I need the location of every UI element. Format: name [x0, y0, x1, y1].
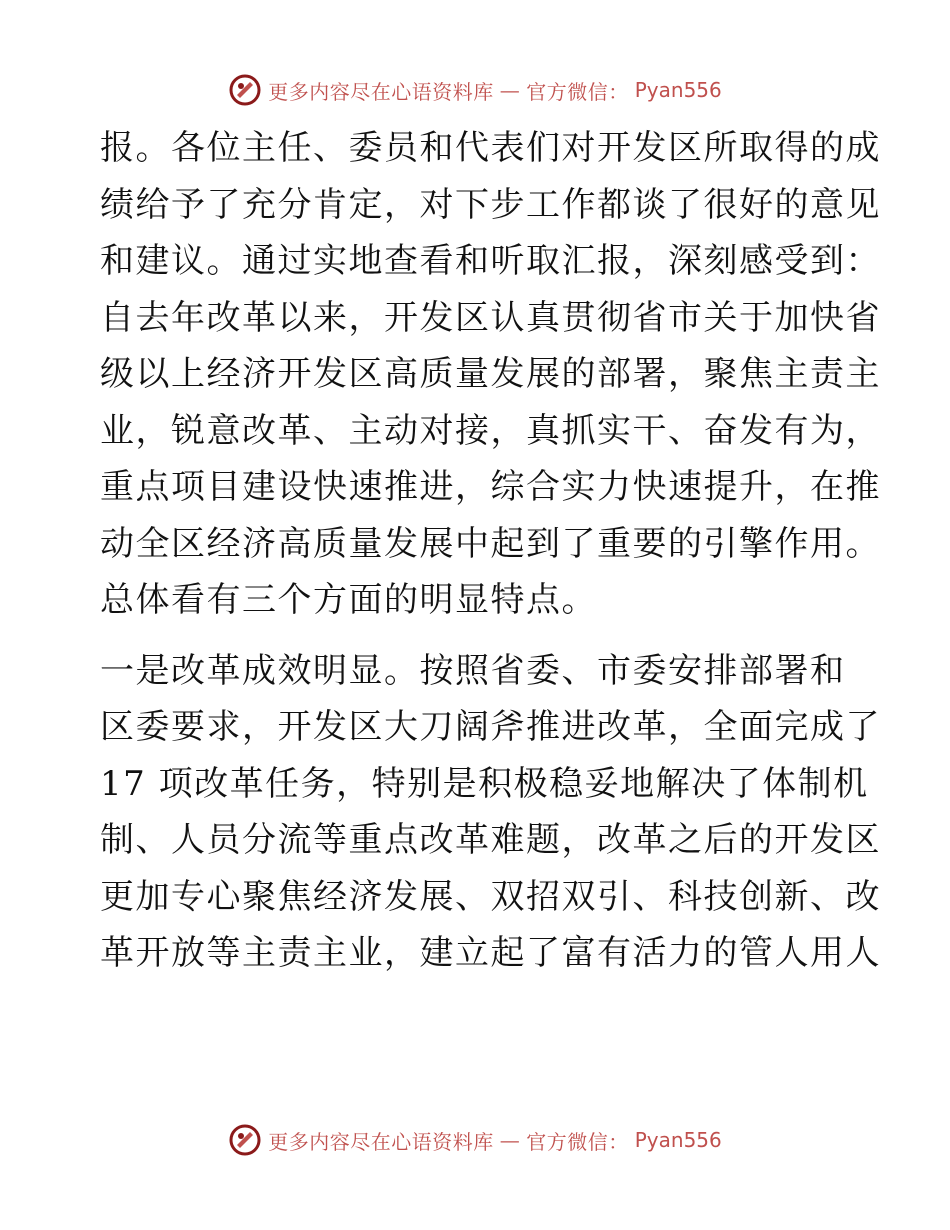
text-line: 级以上经济开发区高质量发展的部署，聚焦主责主 [100, 354, 881, 394]
paragraph-2 [100, 643, 881, 982]
header-watermark [0, 70, 950, 110]
watermark-wechat-id: Pyan556 [634, 1128, 722, 1152]
text-line: 更加专心聚焦经济发展、双招双引、科技创新、改 [100, 876, 881, 917]
text-line: 业，锐意改革、主动对接，真抓实干、奋发有为， [100, 410, 881, 451]
text-line: 革开放等主责主业，建立起了富有活力的管人用人 [100, 933, 881, 973]
text-line: 一是改革成效明显。按照省委、市委安排部署和 [100, 650, 846, 691]
text-line: 报。各位主任、委员和代表们对开发区所取得的成 [100, 128, 881, 168]
logo-icon [228, 1123, 262, 1157]
watermark-wechat-label: 官方微信： [526, 1129, 629, 1154]
text-line: 制、人员分流等重点改革难题，改革之后的开发区 [100, 820, 881, 860]
text-line: 动全区经济高质量发展中起到了重要的引擎作用。 [100, 523, 881, 564]
watermark-site-text: 更多内容尽在心语资料库 [268, 79, 494, 104]
watermark-dash: — [499, 78, 521, 102]
footer-watermark [0, 1120, 950, 1160]
logo-icon [228, 73, 262, 107]
text-line: 重点项目建设快速推进，综合实力快速提升，在推 [100, 467, 881, 507]
paragraph-1 [100, 120, 881, 629]
watermark-dash: — [499, 1128, 521, 1152]
text-line: 自去年改革以来，开发区认真贯彻省市关于加快省 [100, 297, 881, 338]
watermark-wechat-label: 官方微信： [526, 79, 629, 104]
text-line: 17 项改革任务，特别是积极稳妥地解决了体制机 [100, 763, 869, 804]
text-line: 绩给予了充分肯定，对下步工作都谈了很好的意见 [100, 184, 881, 225]
text-line: 总体看有三个方面的明显特点。 [100, 580, 597, 620]
watermark-site-text: 更多内容尽在心语资料库 [268, 1129, 494, 1154]
watermark-wechat-id: Pyan556 [634, 78, 722, 102]
document-body [100, 120, 881, 982]
text-line: 和建议。通过实地查看和听取汇报，深刻感受到： [100, 241, 881, 281]
text-line: 区委要求，开发区大刀阔斧推进改革，全面完成了 [100, 707, 881, 747]
paragraph-spacer [100, 629, 850, 643]
